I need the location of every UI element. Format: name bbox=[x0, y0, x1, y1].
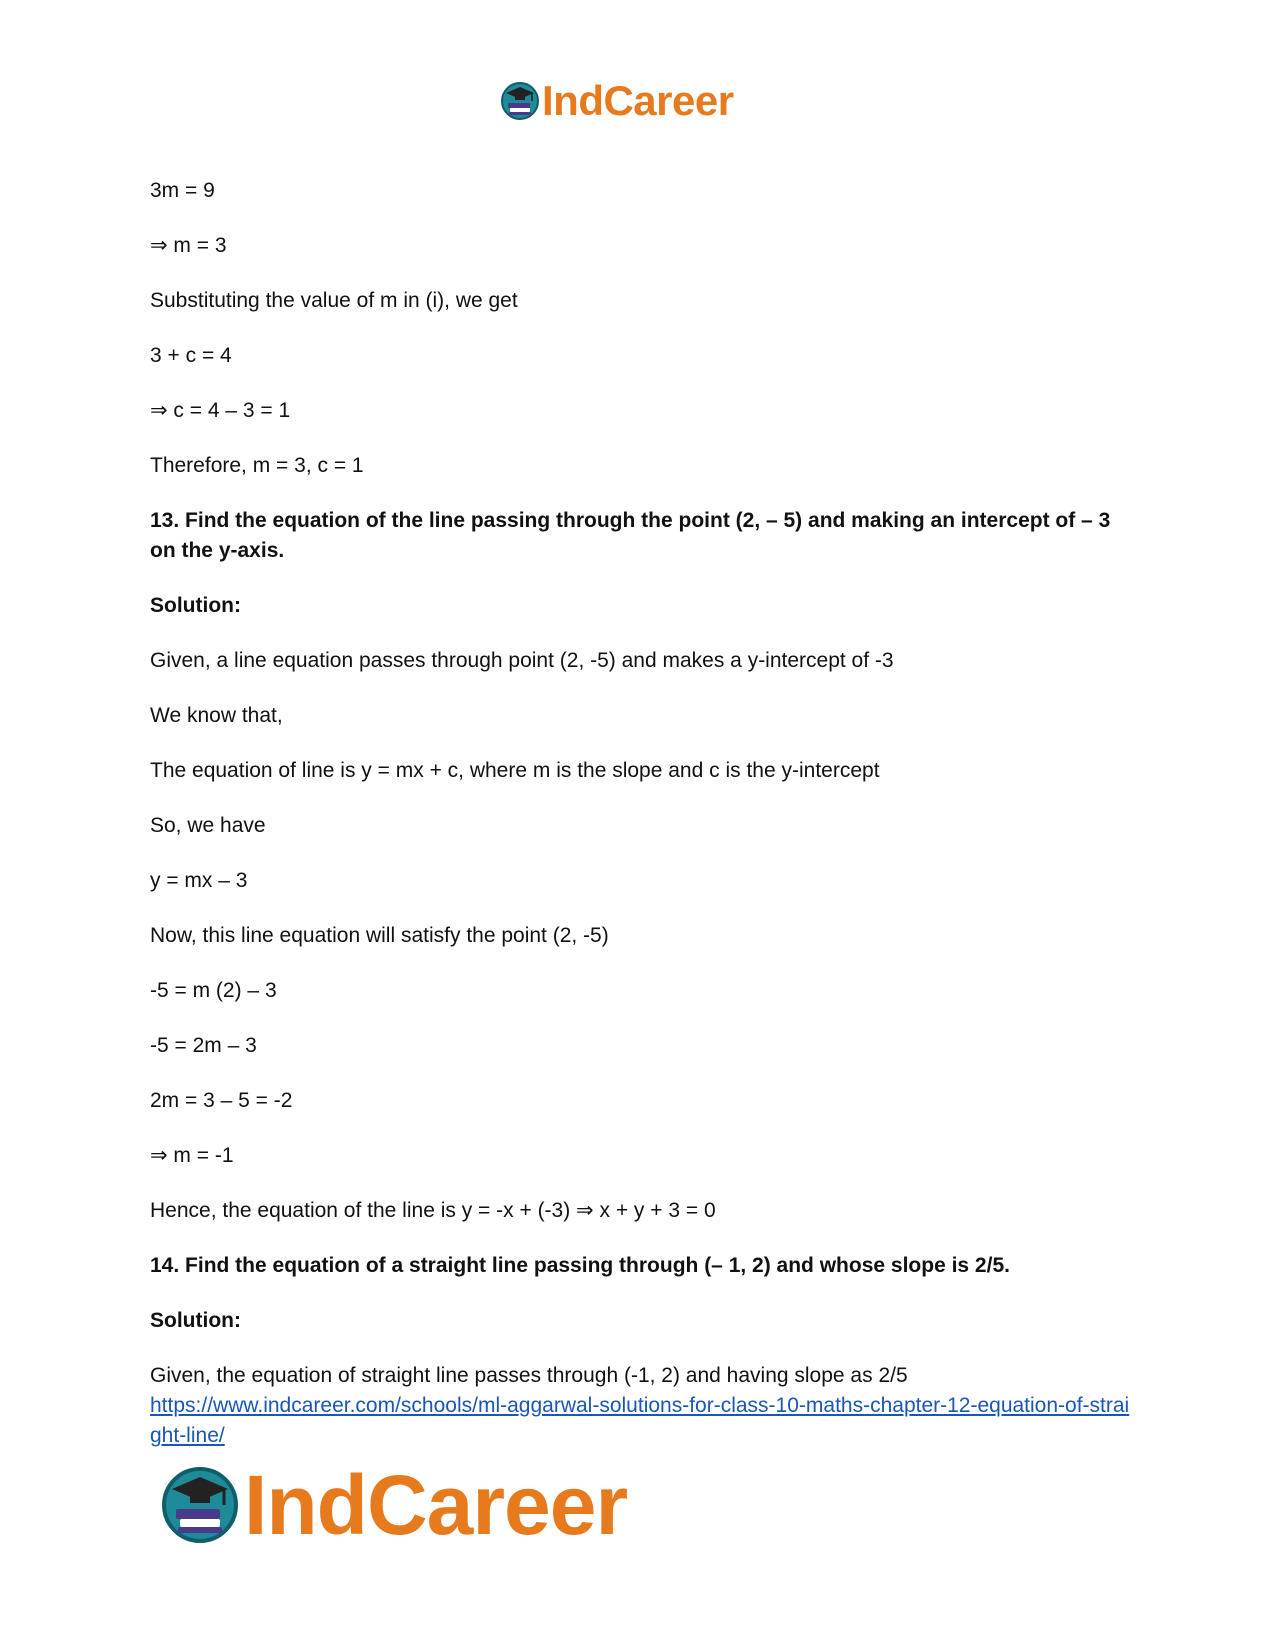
text-line: ⇒ c = 4 – 3 = 1 bbox=[150, 399, 291, 422]
text-line: Therefore, m = 3, c = 1 bbox=[150, 454, 364, 477]
text-line: Substituting the value of m in (i), we get bbox=[150, 289, 518, 312]
header-logo bbox=[500, 77, 734, 124]
graduation-cap-books-globe-icon bbox=[500, 81, 540, 121]
solution-step: Hence, the equation of the line is y = -x + (-3) ⇒ x + y + 3 = 0 bbox=[150, 1199, 716, 1222]
solution-step: -5 = 2m – 3 bbox=[150, 1034, 257, 1057]
text-line: 3m = 9 bbox=[150, 179, 215, 202]
document-body bbox=[150, 176, 1130, 1451]
solution-step: -5 = m (2) – 3 bbox=[150, 979, 277, 1002]
header-brand-name: IndCareer bbox=[542, 77, 734, 124]
solution-step: y = mx – 3 bbox=[150, 869, 248, 892]
solution-step: We know that, bbox=[150, 704, 283, 727]
solution-step: So, we have bbox=[150, 814, 266, 837]
text-line: ⇒ m = 3 bbox=[150, 234, 227, 257]
question-14: 14. Find the equation of a straight line passing through (– 1, 2) and whose slope is 2/5. bbox=[150, 1254, 1010, 1277]
solution-step: Given, a line equation passes through point (2, -5) and makes a y-intercept of -3 bbox=[150, 649, 894, 672]
solution-step: ⇒ m = -1 bbox=[150, 1144, 234, 1167]
text-line: 3 + c = 4 bbox=[150, 344, 232, 367]
solution-step: Given, the equation of straight line passes through (-1, 2) and having slope as 2/5 bbox=[150, 1364, 908, 1387]
footer-brand-name: IndCareer bbox=[244, 1458, 628, 1552]
graduation-cap-books-globe-icon bbox=[160, 1465, 240, 1545]
solution-step: Now, this line equation will satisfy the point (2, -5) bbox=[150, 924, 609, 947]
solution-step: 2m = 3 – 5 = -2 bbox=[150, 1089, 293, 1112]
solution-label-14: Solution: bbox=[150, 1309, 241, 1332]
source-link[interactable]: https://www.indcareer.com/schools/ml-aggarwal-solutions-for-class-10-maths-chapter-12-equation-of-straight-line/ bbox=[150, 1394, 1130, 1447]
footer-logo bbox=[160, 1458, 628, 1552]
solution-label-13: Solution: bbox=[150, 594, 241, 617]
question-13: 13. Find the equation of the line passing through the point (2, – 5) and making an intercept of – 3 on the y-axis. bbox=[150, 509, 1111, 562]
solution-step: The equation of line is y = mx + c, where m is the slope and c is the y-intercept bbox=[150, 759, 880, 782]
source-link-block bbox=[150, 1391, 1130, 1451]
